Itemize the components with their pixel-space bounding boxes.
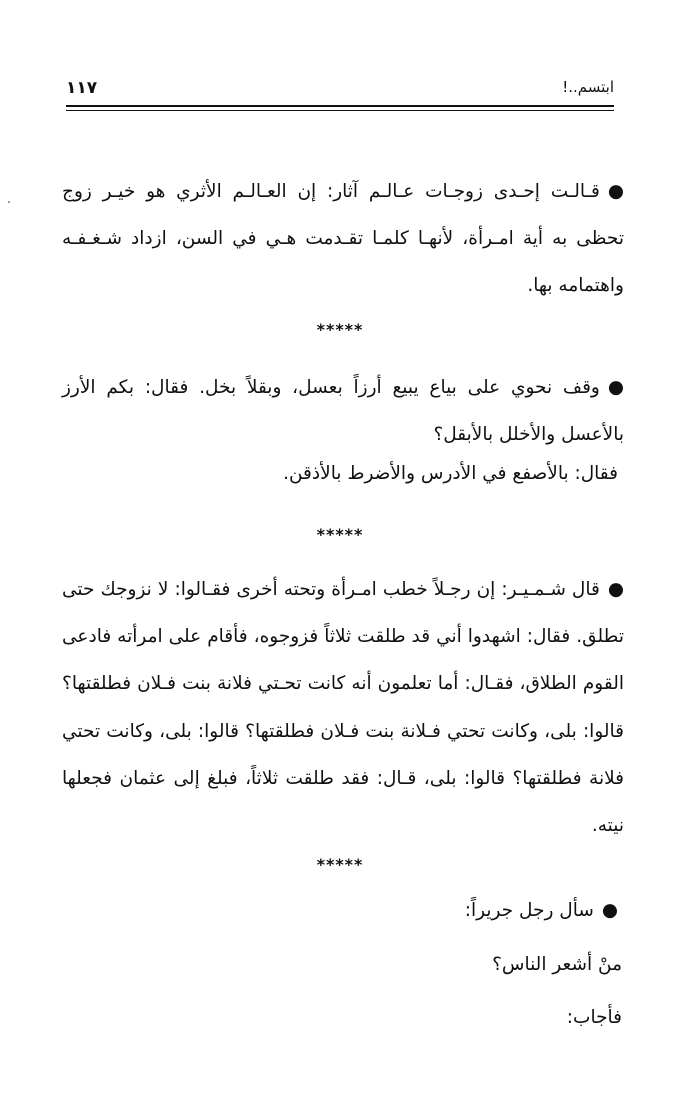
margin-speck: [8, 201, 10, 203]
paragraph-text: وقف نحوي على بياع يبيع أرزاً بعسل، وبقلاً بخل. فقال: بكم الأرز بالأعسل والأخلل بالأبقل؟: [62, 377, 624, 445]
header-rule-thick: [66, 105, 614, 107]
section-separator: *****: [316, 320, 364, 339]
answer-intro-line: فأجاب:: [566, 1007, 622, 1028]
paragraph-divorce-story: [62, 566, 624, 849]
paragraph-text: قـالـت إحـدى زوجـات عـالـم آثار: إن العـالـم الأثري هو خيـر زوج تحظى به أية امـرأة، لأنهـا كلمـا تقـدمت هـي في السن، ازداد شـغـفـه واهتمامه بها.: [62, 181, 624, 296]
running-title: ابتسم..!: [562, 78, 614, 96]
bullet-icon: ●: [607, 579, 624, 600]
paragraph-text: قال شـمـيـر: إن رجـلاً خطب امـرأة وتحته أخرى فقـالوا: لا نزوجك حتى تطلق. فقال: اشهدوا أني قد طلقت ثلاثاً فزوجوه، فأقام على امرأته فادعى القوم الطلاق، فقـال: أما تعلمون أنه كانت تحـتي فلانة بنت فـلان فطلقتها؟ قالوا: بلى، وكانت تحتي فـلانة بنت فـلان فطلقتها؟ قالوا: بلى، وكانت تحتي فلانة فطلقتها؟ قالوا: بلى، قـال: فقد طلقت ثلاثاً، فبلغ إلى عثمان فجعلها نيته.: [62, 579, 624, 837]
question-intro-line: [465, 900, 618, 921]
bullet-icon: ●: [601, 900, 618, 921]
paragraph-grammarian: [62, 364, 624, 458]
reply-line: فقال: بالأصفع في الأدرس والأضرط بالأذقن.: [283, 463, 618, 484]
question-line: منْ أشعر الناس؟: [492, 954, 622, 975]
page-header: [66, 76, 614, 102]
section-separator: *****: [316, 855, 364, 874]
header-rule-thin: [66, 110, 614, 111]
bullet-icon: ●: [607, 181, 624, 202]
section-separator: *****: [316, 525, 364, 544]
line-text: سأل رجل جريراً:: [464, 900, 594, 921]
page-number: ١١٧: [66, 78, 98, 98]
bullet-icon: ●: [607, 377, 624, 398]
paragraph-archaeologist: [62, 168, 624, 309]
